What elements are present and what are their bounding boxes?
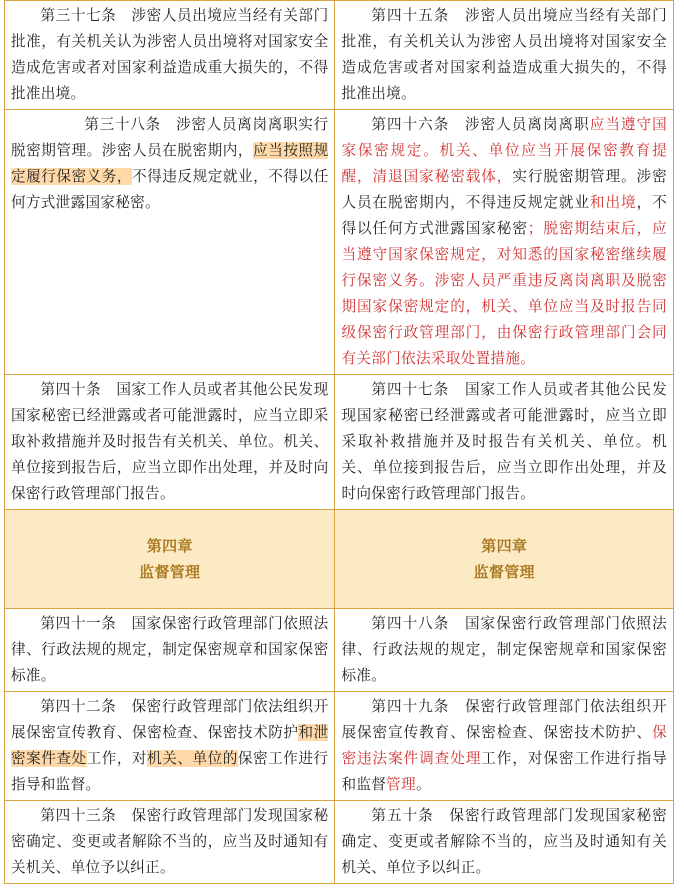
- comparison-table-body: [5, 1, 674, 884]
- article-cell-old-law: [5, 692, 335, 801]
- article-text: 工作，对保密工作进行指导和监督: [341, 750, 667, 793]
- chapter-heading-row: [5, 510, 674, 609]
- law-comparison-table: [4, 0, 674, 884]
- article-cell-new-law: [335, 609, 674, 692]
- article-text: ，不得以任何方式泄露国家秘密: [341, 194, 667, 237]
- article-text: 第四十八条 国家保密行政管理部门依照法律、行政法规的规定，制定保密规章和国家保密标准。: [341, 615, 667, 684]
- article-text: 第四十六条 涉密人员离岗离职: [370, 116, 590, 133]
- article-text: 实行脱密期管理。涉密人员在脱密期内，不得违反规定就业: [341, 168, 667, 211]
- revised-text: 管理: [386, 776, 416, 793]
- article-row: [5, 692, 674, 801]
- article-text: 第四十五条 涉密人员出境应当经有关部门批准，有关机关认为涉密人员出境将对国家安全造成危害或者对国家利益造成重大损失的，不得批准出境。: [341, 7, 667, 102]
- highlighted-text: 机关、单位的: [147, 750, 238, 767]
- chapter-title: 监督管理: [139, 563, 201, 581]
- article-text: 第四十三条 保密行政管理部门发现国家秘密确定、变更或者解除不当的，应当及时通知有关机关、单位予以纠正。: [11, 807, 329, 876]
- article-cell-new-law: [335, 801, 674, 884]
- revised-text: ；脱密期结束后，应当遵守国家保密规定，对知悉的国家秘密继续履行保密义务。涉密人员严重违反离岗离职及脱密期国家保密规定的，机关、单位应当及时报告同级保密行政管理部门，由保密行政管理部门会同有关部门依法采取处置措施。: [341, 220, 667, 367]
- article-cell-old-law: [5, 801, 335, 884]
- article-text: 不得违反规定就业，不得以任何方式泄露国家秘密。: [11, 168, 329, 211]
- article-cell-old-law: [5, 110, 335, 375]
- article-text: 第四十一条 国家保密行政管理部门依照法律、行政法规的规定，制定保密规章和国家保密标准。: [11, 615, 329, 684]
- article-cell-old-law: [5, 1, 335, 110]
- article-cell-new-law: [335, 375, 674, 510]
- article-row: [5, 801, 674, 884]
- chapter-cell-old-law: [5, 510, 335, 609]
- revised-text: 应当遵守国家保密规定。机关、单位应当开展保密教育提醒，清退国家秘密载体，: [341, 116, 667, 185]
- article-text: 第五十条 保密行政管理部门发现国家秘密确定、变更或者解除不当的，应当及时通知有关机关、单位予以纠正。: [341, 807, 667, 876]
- article-text: 第四十条 国家工作人员或者其他公民发现国家秘密已经泄露或者可能泄露时，应当立即采取补救措施并及时报告有关机关、单位。机关、单位接到报告后，应当立即作出处理，并及时向保密行政管理部门报告。: [11, 381, 329, 502]
- revised-text: 保密违法案件调查处理: [341, 724, 667, 767]
- article-text: 工作，对: [86, 750, 148, 767]
- chapter-cell-new-law: [335, 510, 674, 609]
- article-cell-old-law: [5, 609, 335, 692]
- article-row: [5, 375, 674, 510]
- article-text: 。: [415, 776, 431, 793]
- highlighted-text: 应当按照规定履行保密义务，: [11, 142, 329, 185]
- article-cell-new-law: [335, 110, 674, 375]
- article-text: 第三十七条 涉密人员出境应当经有关部门批准，有关机关认为涉密人员出境将对国家安全造成危害或者对国家利益造成重大损失的，不得批准出境。: [11, 7, 329, 102]
- chapter-number: 第四章: [146, 537, 193, 555]
- revised-text: 和出境: [589, 194, 637, 211]
- article-cell-old-law: [5, 375, 335, 510]
- article-text: 第四十九条 保密行政管理部门依法组织开展保密宣传教育、保密检查、保密技术防护、: [341, 698, 667, 741]
- article-text: 第四十二条 保密行政管理部门依法组织开展保密宣传教育、保密检查、保密技术防护: [11, 698, 329, 741]
- article-row: [5, 110, 674, 375]
- article-text: 第四十七条 国家工作人员或者其他公民发现国家秘密已经泄露或者可能泄露时，应当立即采取补救措施并及时报告有关机关、单位。机关、单位接到报告后，应当立即作出处理，并及时向保密行政管理部门报告。: [341, 381, 667, 502]
- article-cell-new-law: [335, 692, 674, 801]
- chapter-number: 第四章: [481, 537, 528, 555]
- article-text: 保密工作进行指导和监督。: [11, 750, 329, 793]
- article-row: [5, 1, 674, 110]
- article-row: [5, 609, 674, 692]
- chapter-title: 监督管理: [473, 563, 535, 581]
- article-cell-new-law: [335, 1, 674, 110]
- highlighted-text: 和泄密案件查处: [11, 724, 329, 767]
- article-text: 第三十八条 涉密人员离岗离职实行脱密期管理。涉密人员在脱密期内，: [11, 116, 329, 159]
